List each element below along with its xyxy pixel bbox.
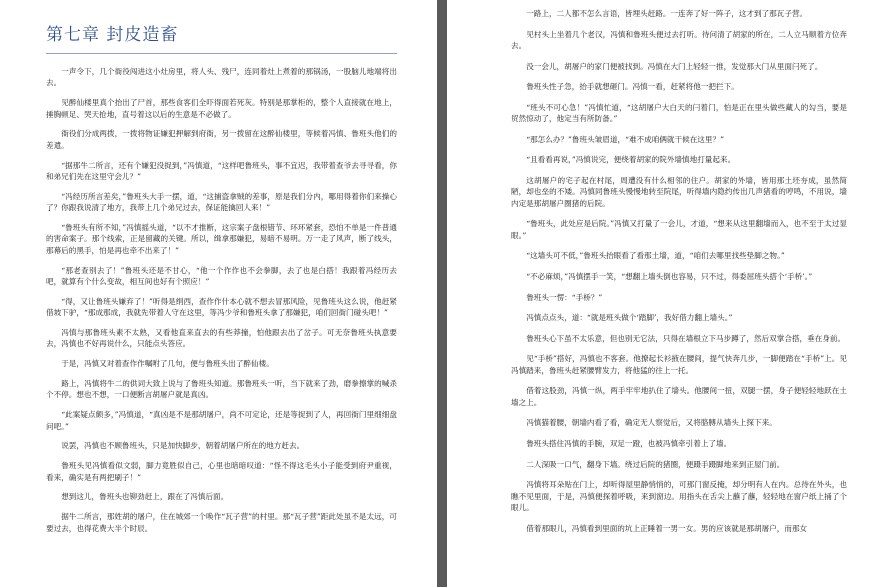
paragraph: 一声令下，几个衙役闯进这小灶房里，将人头、残尸，连同着灶上煮着的那锅汤，一股脑儿地端将出去。 — [46, 67, 397, 88]
right-page-body — [511, 8, 847, 534]
paragraph: “那老查别去了！”鲁班头还是不甘心，“他一个作作也不会拳脚，去了也是白搭！我跟着冯经历去吧，就算有个什么变故，相互间也好有个照应！” — [46, 265, 397, 287]
paragraph: 说罢，冯慎也不顾鲁班头，只是加快脚步，朝着胡屠户所在的地方赶去。 — [61, 441, 305, 451]
paragraph: 鲁班头见冯慎看似文弱，脚力竟胜似自己，心里也暗暗叹道：“怪不得这毛头小子能受到府尹重视，看来，确实是有两把刷子！” — [46, 461, 397, 482]
paragraph: 二人深吸一口气，翻身下墙。绕过后院的猪圈，便蹑手蹑脚地来到正屋门前。 — [526, 459, 785, 469]
paragraph: 衙役们分成两拨，一拨将物证嫌犯押解到府衙，另一拨留在这醉仙楼里，等候着冯慎、鲁班头他们的差遣。 — [46, 129, 397, 150]
paragraph: 借着那眼儿，冯慎看到里面的坑上正睡着一男一女。男的应该就是那胡屠户，而那女 — [526, 523, 808, 533]
paragraph: “冯经历所言差矣，”鲁班头大手一摆，道，“这捕盗拿贼的差事，原是我们分内，哪用得着你们来操心了？你跟我说清了地方，我带上几个弟兄过去，保证能擒回人来！” — [46, 191, 397, 213]
paragraph: “此案疑点颇多，”冯慎道，“真凶是不是那胡屠户，尚不可定论，还是等捉到了人，再回衙门里细细盘问吧。” — [46, 410, 397, 431]
paragraph: “据那牛二所言，还有个嫌犯没捉到，”冯慎道，“这样吧鲁班头，事不宜迟，我带着查爷去寻寻看，你和弟兄们先在这里守会儿？” — [46, 160, 397, 182]
paragraph: “得，又让鲁班头嫌弃了！”听得是绢西，查作作什本心就不想去冒那风险，见鲁班头这么说，他赶紧借坡下驴，“那成那成，我就先带着人守在这里，等冯少爷和鲁班头拿了那嫌犯，咱们回衙门碰头吧！” — [46, 296, 397, 318]
paragraph: “且看看再说，”冯慎说完，便绕着胡家的院外墙慎地打量起来。 — [526, 155, 736, 165]
paragraph: “这墙头可不低，”鲁班头抬眼看了看那土墙，道，“咱们去哪里找些垫脚之物。” — [526, 251, 785, 261]
paragraph: “那怎么办？”鲁班头皱眉道，“难不成咱俩就干候在这里？” — [526, 134, 724, 144]
paragraph: 见醉仙楼里真个抬出了尸首，那些食客们全吓得面若死灰。特别是那掌柜的，整个人直接就在地上，捶胸顿足、哭天抢地，直号着这以后的生意是不必做了。 — [46, 98, 397, 119]
paragraph: 鲁班头心下虽不太乐意，但也别无它法，只得在墙根立下马步蹲了，然后双掌合搭，垂在身前。 — [526, 333, 846, 343]
paragraph: 这胡屠户的宅子起在村尾，周遭没有什么相邻的住户。胡家的外墙，皆用那土坯夯成，虽然简陋，却也垒的不矮。冯慎同鲁班头慢慢地转至院尾，听得墙内隐约传出几声猪看的哼鸣，不用说，墙内定是那胡屠户圈猪的后院。 — [511, 175, 847, 208]
paragraph: 路上，冯慎将牛二的供词大致上说与了鲁班头知道。那鲁班头一听，当下就来了劲，磨拳擦掌的喊杀个不停。想也不想，一口便断言胡屠户就是真凶。 — [46, 379, 397, 400]
paragraph: 见村头上坐着几个老汉，冯慎和鲁班头便过去打听。待问清了胡家的所在，二人立马顺着方位奔去。 — [511, 29, 847, 50]
paragraph: 借着这股劲，冯慎一纵，两手牢牢地扒住了墙头。他腰间一扭，双腿一摆，身子便轻轻地跃在土墙之上。 — [511, 386, 847, 407]
paragraph: 据牛二所言，那姓胡的屠户，住在城郊一个唤作“瓦子营”的村里。那“瓦子营”距此处虽不是太远，可要过去，也得花费大半个时辰。 — [46, 512, 397, 533]
paragraph: 冯慎将耳朵贴在门上，却听得屋里静悄悄的，可那门窗反掩，却分明有人在内。总待在外头，也瞧不见里面，于是，冯慎便探着呼吸，来到窗边。用指头在舌尖上蘸了蘸，轻轻地在窗户纸上捅了个眼儿。 — [511, 480, 847, 512]
paragraph: 鲁班头一愣：“手桥？” — [526, 292, 603, 302]
paragraph: 于是，冯慎又对着查作作嘱咐了几句，便与鲁班头出了醉仙楼。 — [61, 359, 274, 369]
paragraph: 冯慎与那鲁班头素不太熟，又看他直来直去的有些莽撞，怕他跟去出了岔子。可无奈鲁班头执意要去，冯慎也不好再说什么，只能点头答应。 — [46, 328, 397, 349]
paragraph: 想到这儿，鲁班头也铆劲赶上，跟在了冯慎后面。 — [61, 492, 229, 502]
title-divider — [46, 53, 397, 54]
right-page — [447, 0, 891, 587]
paragraph: “鲁班头，此处应是后院。”冯慎又打量了一会儿，才道，“想来从这里翻墙而入，也不至于太过显眼。” — [511, 219, 847, 240]
paragraph: 见“手桥”搭好，冯慎也不客套。他撩起长衫掖在腰间，提气快奔几步，一脚便踏在“手桥”上。见冯慎踏来，鲁班头赶紧腰臂发力，将他猛的往上一托。 — [511, 354, 847, 375]
page-gutter — [437, 0, 447, 587]
left-page-body — [46, 66, 397, 534]
chapter-title: 第七章 封皮造畜 — [46, 25, 179, 45]
paragraph: 冯慎点点头，道：“就是班头做个‘踏脚’，我好借力翻上墙头。” — [526, 313, 733, 323]
paragraph: 没一会儿，胡屠户的家门便被找到。冯慎在大门上轻轻一推，发觉那大门从里面闩死了。 — [526, 61, 823, 71]
paragraph: 一路上，二人都不怎么言语，皆埋头赶路。一连奔了好一阵子，这才到了那瓦子营。 — [526, 9, 808, 18]
paragraph: “鲁班头有所不知，”冯慎摇头道，“以不才推断，这宗案子盘根错节、环环紧套，恐怕不单是一件普通的害命案子。那个线索，正是留藏的关键。所以，缉拿那嫌犯，易暗不易明。万一走了风声，断了线头，那幕后的黑手，怕是再也牵不出来了！” — [46, 223, 397, 255]
left-page — [0, 0, 437, 587]
paragraph: 冯慎猫着腰，朝墙内看了看，确定无人察觉后，又将胳膊从墙头上探下来。 — [526, 418, 777, 428]
paragraph: “不必麻烦，”冯慎摆手一笑，“想翻上墙头倒也容易，只不过，得委屈班头搭个‘手桥’。” — [526, 271, 813, 281]
paragraph: “班头不可心急！”冯慎忙道，“这胡屠户大白天的闩着门，怕是正在里头做些藏人的勾当，要是贸然惊动了，他定当有所防备。” — [511, 102, 847, 124]
paragraph: 鲁班头性子急，抬手就想砸门。冯慎一看，赶紧将他一把拦下。 — [526, 82, 739, 92]
paragraph: 鲁班头搭住冯慎的手腕，双足一蹬，也被冯慎牵引着上了墙。 — [526, 438, 732, 448]
